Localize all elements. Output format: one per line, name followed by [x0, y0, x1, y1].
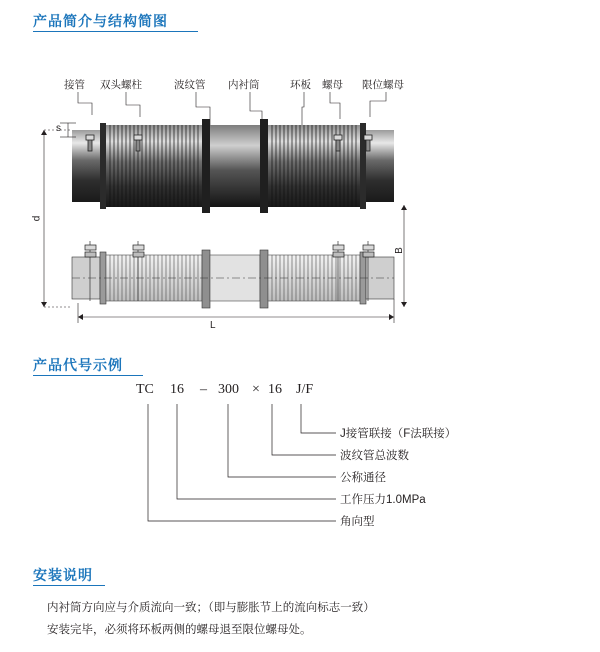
section-title-installation: 安装说明 [33, 567, 93, 583]
installation-note-line-1: 内衬筒方向应与介质流向一致；（即与膨胀节上的流向标志一致） [47, 602, 375, 614]
section-title-product-code: 产品代号示例 [33, 357, 123, 373]
installation-notes [47, 600, 567, 644]
section-title-underline-2 [33, 375, 143, 376]
code-token-300: 300 [218, 382, 239, 397]
section-title-underline-1 [33, 31, 198, 32]
dimension-label-B: B [393, 247, 405, 254]
product-code-leader-lines [0, 382, 600, 547]
dimension-label-L: L [210, 320, 216, 331]
dimension-label-d: d [31, 215, 43, 222]
section-title-underline-3 [33, 585, 105, 586]
code-desc-connection: J接管联接（F法联接） [340, 428, 457, 440]
code-token-16-waves: 16 [268, 382, 282, 397]
code-desc-pressure: 工作压力1.0MPa [340, 494, 426, 506]
callout-label-shuangtouluozhu: 双头螺柱 [100, 79, 142, 91]
callout-label-neichentong: 内衬筒 [228, 79, 260, 91]
code-token-tc: TC [136, 382, 154, 397]
code-token-jf: J/F [296, 382, 314, 397]
code-desc-wave-count: 波纹管总波数 [340, 450, 409, 462]
callout-label-huanban: 环板 [290, 79, 311, 91]
code-desc-type: 角向型 [340, 516, 375, 528]
structure-diagram [0, 45, 600, 335]
code-token-times: × [252, 382, 260, 397]
product-code-diagram [0, 382, 600, 547]
callout-label-jieguan: 接管 [64, 79, 85, 91]
code-token-16-pressure: 16 [170, 382, 184, 397]
section-title-product-intro: 产品简介与结构简图 [33, 13, 168, 29]
installation-note-line-2: 安装完毕，必须将环板两侧的螺母退至限位螺母处。 [47, 624, 312, 636]
callout-label-bowenguan: 波纹管 [174, 79, 206, 91]
code-token-dash: – [200, 382, 207, 397]
callout-label-xianweiluomu: 限位螺母 [362, 79, 404, 91]
code-desc-nominal-dia: 公称通径 [340, 472, 386, 484]
dimension-label-s: s [56, 123, 61, 134]
callout-label-luomu: 螺母 [322, 79, 343, 91]
